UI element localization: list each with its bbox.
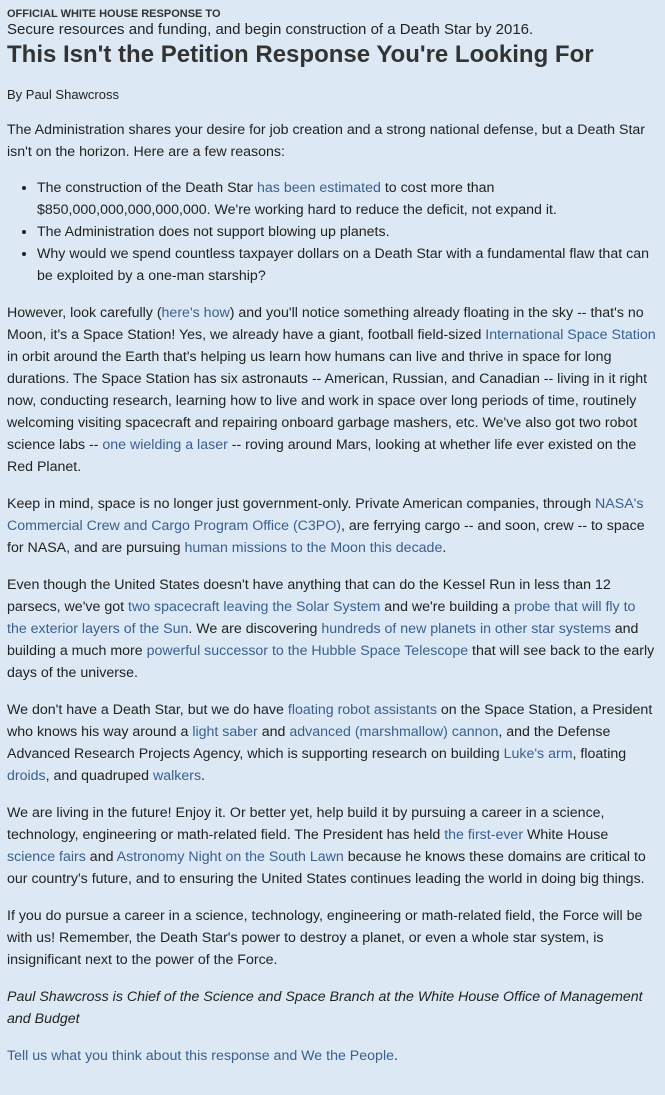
link-human-missions-moon[interactable]: human missions to the Moon this decade: [184, 540, 443, 556]
bullet-text: The construction of the Death Star: [37, 180, 258, 196]
text: , and quadruped: [45, 768, 153, 784]
paragraph-force: If you do pursue a career in a science, technology, engineering or math-related field, the Force will be with us! Remember, the Death Star's power to destroy a planet, or even a whole star system, is insignificant next to the power of the Force.: [7, 908, 643, 968]
author-signature: Paul Shawcross is Chief of the Science and Space Branch at the White House Office of Management and Budget: [7, 989, 643, 1027]
text: , are ferrying cargo -- and soon, crew -- to space for NASA, and are pursuing: [7, 518, 645, 556]
text: Even though the United States doesn't have anything that can do the Kessel Run in less than 12 parsecs, we've got: [7, 577, 611, 615]
paragraph-kessel-run: [7, 574, 658, 684]
link-one-wielding-a-laser[interactable]: one wielding a laser: [102, 437, 228, 453]
text: in orbit around the Earth that's helping us learn how humans can live and thrive in space for long durations. The Space Station has six astronauts -- American, Russian, and Canadian -- living in it right now, conducting research, learning how to live and work in space over long periods of time, routinely welcoming visiting spacecraft and repairing onboard garbage mashers, etc. We've also got two robot science labs --: [7, 349, 648, 453]
text: White House: [523, 827, 609, 843]
feedback-paragraph: [7, 1045, 658, 1067]
paragraph-future: [7, 802, 658, 890]
text: . We are discovering: [188, 621, 322, 637]
link-two-spacecraft[interactable]: two spacecraft leaving the Solar System: [128, 599, 381, 615]
text: Keep in mind, space is no longer just government-only. Private American companies, through: [7, 496, 596, 512]
link-lukes-arm[interactable]: Luke's arm: [503, 746, 573, 762]
text: .: [393, 1048, 398, 1064]
petition-subject: Secure resources and funding, and begin construction of a Death Star by 2016.: [7, 21, 534, 38]
link-marshmallow-cannon[interactable]: advanced (marshmallow) cannon: [289, 724, 499, 740]
link-floating-robot-assistants[interactable]: floating robot assistants: [287, 702, 437, 718]
link-science-fairs[interactable]: science fairs: [7, 849, 86, 865]
list-item: • The Administration does not support blowing up planets.: [37, 221, 658, 243]
link-c3po[interactable]: NASA's Commercial Crew and Cargo Program Office (C3PO): [7, 496, 644, 534]
text: , and the Defense Advanced Research Projects Agency, which is supporting research on building: [7, 724, 611, 762]
link-heres-how[interactable]: here's how: [161, 305, 230, 321]
link-solar-probe[interactable]: probe that will fly to the exterior layers of the Sun: [7, 599, 636, 637]
paragraph-space-station: [7, 302, 658, 478]
text: .: [201, 768, 205, 784]
list-item: [37, 177, 658, 221]
text: and: [85, 849, 117, 865]
response-kicker: OFFICIAL WHITE HOUSE RESPONSE TO: [7, 8, 221, 20]
text: ) and you'll notice something already floating in the sky -- that's no Moon, it's a Space Station! Yes, we already have a giant, football field-sized: [7, 305, 644, 343]
link-new-planets[interactable]: hundreds of new planets in other star systems: [321, 621, 611, 637]
page-title: This Isn't the Petition Response You're Looking For: [7, 41, 594, 68]
paragraph-robots: [7, 699, 658, 787]
bullet-text: to cost more than $850,000,000,000,000,000. We're working hard to reduce the deficit, not expand it.: [37, 180, 557, 218]
text: on the Space Station, a President who knows his way around a: [7, 702, 653, 740]
link-international-space-station[interactable]: International Space Station: [485, 327, 656, 343]
text: We are living in the future! Enjoy it. Or better yet, help build it by pursuing a career in a science, technology, engineering or math-related field. The President has held: [7, 805, 605, 843]
text: , floating: [572, 746, 627, 762]
feedback-link[interactable]: Tell us what you think about this response and We the People: [7, 1048, 394, 1064]
paragraph-private-space: [7, 493, 658, 559]
text: .: [442, 540, 447, 556]
list-item: • Why would we spend countless taxpayer dollars on a Death Star with a fundamental flaw that can be exploited by a one-man starship?: [37, 243, 658, 287]
link-hubble-successor[interactable]: powerful successor to the Hubble Space Telescope: [146, 643, 469, 659]
text: that will see back to the early days of the universe.: [7, 643, 655, 681]
intro-paragraph: The Administration shares your desire for job creation and a strong national defense, but a Death Star isn't on the horizon. Here are a few reasons:: [7, 122, 646, 160]
link-light-saber[interactable]: light saber: [192, 724, 258, 740]
text: -- roving around Mars, looking at whether life ever existed on the Red Planet.: [7, 437, 637, 475]
text: We don't have a Death Star, but we do have: [7, 702, 288, 718]
byline: By Paul Shawcross: [7, 87, 119, 102]
link-first-ever[interactable]: the first-ever: [444, 827, 524, 843]
text: and: [257, 724, 290, 740]
link-astronomy-night[interactable]: Astronomy Night on the South Lawn: [116, 849, 344, 865]
reasons-list: [7, 177, 658, 287]
link-walkers[interactable]: walkers: [152, 768, 202, 784]
text: and we're building a: [380, 599, 514, 615]
text: because he knows these domains are critical to our country's future, and to ensuring the United States continues leading the world in doing big things.: [7, 849, 646, 887]
link-has-been-estimated[interactable]: has been estimated: [257, 180, 381, 196]
text: and building a much more: [7, 621, 639, 659]
link-droids[interactable]: droids: [7, 768, 46, 784]
text: However, look carefully (: [7, 305, 162, 321]
